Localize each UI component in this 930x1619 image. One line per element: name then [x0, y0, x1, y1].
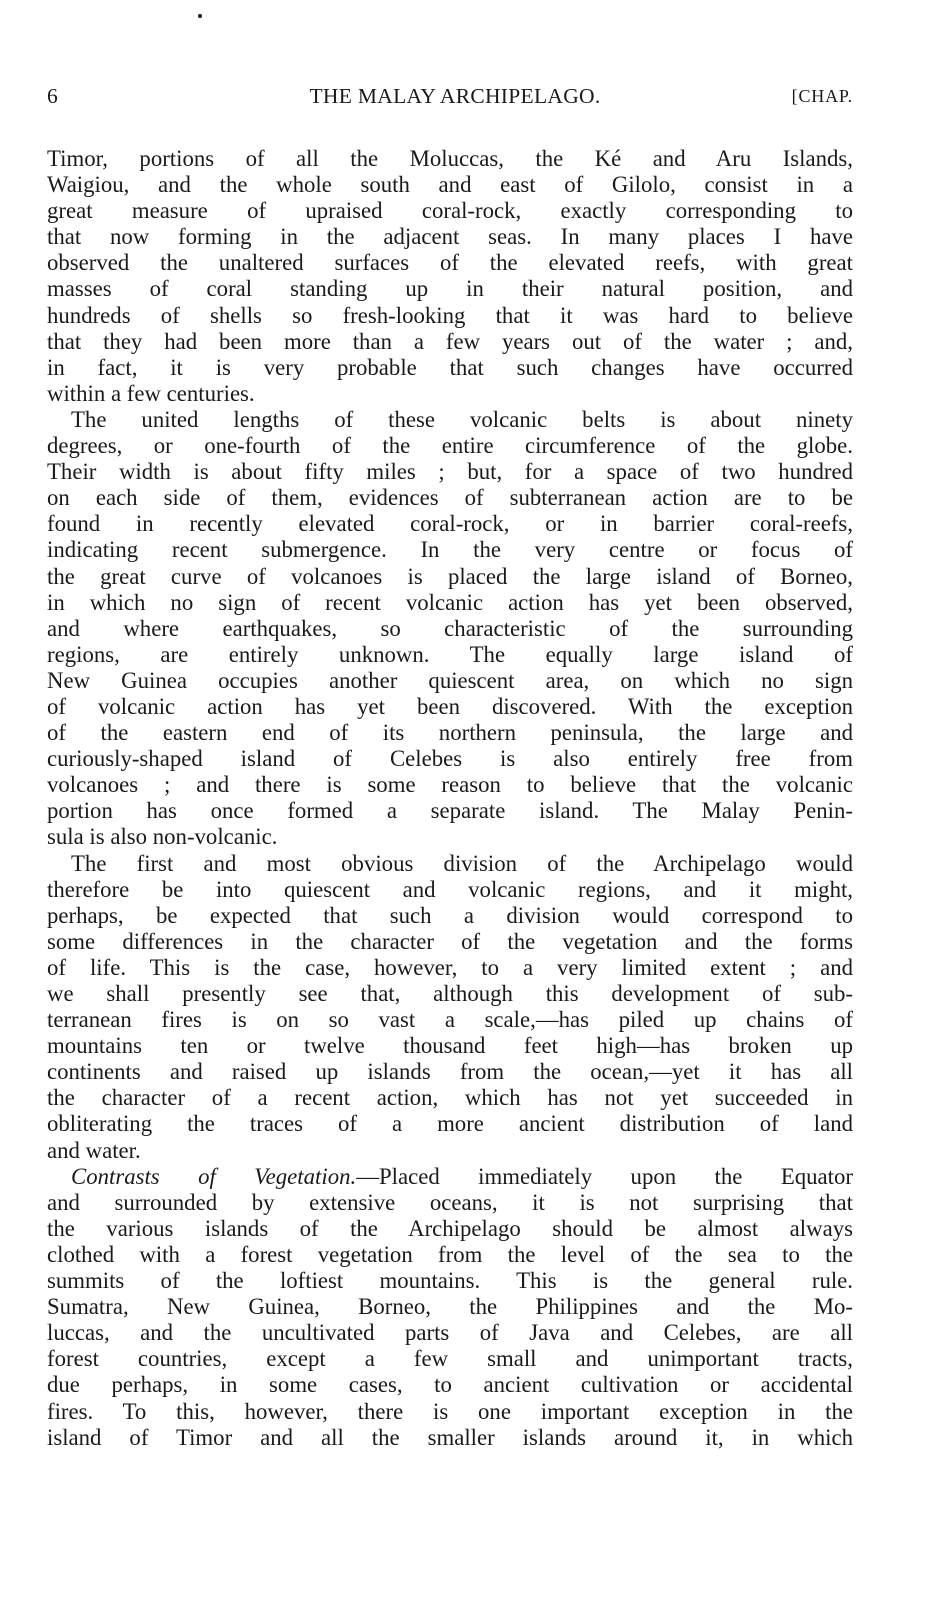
line-text: summits of the loftiest mountains. This is the general rule. — [47, 1268, 853, 1294]
text-line — [47, 329, 853, 355]
text-line — [47, 642, 853, 668]
line-text: regions, are entirely unknown. The equally large island of — [47, 641, 853, 667]
line-text: island of Timor and all the smaller islands around it, in which — [47, 1424, 853, 1450]
text-line — [47, 224, 853, 250]
line-text: found in recently elevated coral-rock, or in barrier coral-reefs, — [47, 511, 853, 537]
text-line — [47, 433, 853, 459]
line-text: —Placed immediately upon the Equator — [356, 1163, 853, 1189]
page-header — [47, 84, 853, 114]
line-text: of life. This is the case, however, to a very limited extent ; and — [47, 954, 853, 980]
line-text: perhaps, be expected that such a division would correspond to — [47, 902, 853, 928]
line-text: masses of coral standing up in their natural position, and — [47, 276, 853, 302]
body-text — [47, 146, 853, 1451]
text-line — [47, 381, 853, 407]
print-speck — [198, 14, 202, 18]
text-line — [47, 772, 853, 798]
text-line — [47, 668, 853, 694]
line-text: hundreds of shells so fresh-looking that it was hard to believe — [47, 302, 853, 328]
line-text: we shall presently see that, although this development of sub- — [47, 981, 853, 1006]
text-line — [47, 877, 853, 903]
line-text: luccas, and the uncultivated parts of Java and Celebes, are all — [47, 1320, 853, 1346]
text-line — [47, 851, 853, 877]
line-text: The first and most obvious division of the Archipelago would — [71, 850, 853, 876]
text-line — [47, 172, 853, 198]
text-line — [47, 485, 853, 511]
text-line — [47, 511, 853, 537]
text-line — [47, 1059, 853, 1085]
line-text: forest countries, except a few small and unimportant tracts, — [47, 1346, 853, 1372]
text-line — [47, 537, 853, 563]
text-line — [47, 903, 853, 929]
line-text: and where earthquakes, so characteristic of the surrounding — [47, 615, 853, 641]
line-text: Sumatra, New Guinea, Borneo, the Philippines and the Mo- — [47, 1294, 853, 1320]
text-line — [47, 1372, 853, 1398]
text-line — [47, 250, 853, 276]
text-line — [47, 590, 853, 616]
text-line — [47, 1190, 853, 1216]
line-text: some differences in the character of the vegetation and the forms — [47, 928, 853, 954]
text-line — [47, 1138, 853, 1164]
line-text: of volcanic action has yet been discovered. With the exception — [47, 693, 853, 719]
text-line — [47, 981, 853, 1007]
line-text: therefore be into quiescent and volcanic regions, and it might, — [47, 876, 853, 902]
line-text: obliterating the traces of a more ancient distribution of land — [47, 1111, 853, 1137]
text-line — [47, 694, 853, 720]
text-line — [47, 459, 853, 485]
text-line — [47, 1242, 853, 1268]
line-text: due perhaps, in some cases, to ancient cultivation or accidental — [47, 1372, 853, 1398]
line-text: in fact, it is very probable that such changes have occurred — [47, 354, 853, 380]
text-line — [47, 1216, 853, 1242]
line-text: the great curve of volcanoes is placed the large island of Borneo, — [47, 563, 853, 589]
text-line — [47, 1033, 853, 1059]
text-line — [47, 824, 853, 850]
line-text: that they had been more than a few years out of the water ; and, — [47, 328, 853, 354]
text-line — [47, 955, 853, 981]
text-line — [47, 1425, 853, 1451]
section-heading: Contrasts of Vegetation. — [71, 1163, 357, 1189]
line-text: of the eastern end of its northern peninsula, the large and — [47, 720, 853, 746]
text-line — [47, 303, 853, 329]
text-line — [47, 616, 853, 642]
text-line — [47, 929, 853, 955]
text-line — [47, 1111, 853, 1137]
text-line — [47, 1085, 853, 1111]
line-text: the various islands of the Archipelago should be almost always — [47, 1215, 853, 1241]
line-text: that now forming in the adjacent seas. In many places I have — [47, 224, 853, 250]
chapter-mark: [CHAP. — [791, 86, 853, 106]
line-text: New Guinea occupies another quiescent area, on which no sign — [47, 667, 853, 693]
line-text: Timor, portions of all the Moluccas, the Ké and Aru Islands, — [47, 146, 853, 171]
text-line — [47, 198, 853, 224]
line-text: curiously-shaped island of Celebes is also entirely free from — [47, 746, 853, 772]
line-text: on each side of them, evidences of subterranean action are to be — [47, 485, 853, 511]
line-text: indicating recent submergence. In the very centre or focus of — [47, 537, 853, 563]
text-line — [47, 1164, 853, 1190]
text-line — [47, 564, 853, 590]
line-text: mountains ten or twelve thousand feet high—has broken up — [47, 1033, 853, 1059]
text-line — [47, 355, 853, 381]
line-text: within a few centuries. — [47, 380, 255, 406]
text-line — [47, 146, 853, 172]
text-line — [47, 746, 853, 772]
line-text: volcanoes ; and there is some reason to believe that the volcanic — [47, 772, 853, 798]
page-number: 6 — [47, 84, 59, 108]
running-title: THE MALAY ARCHIPELAGO. — [309, 84, 601, 108]
text-line — [47, 407, 853, 433]
line-text: and surrounded by extensive oceans, it is not surprising that — [47, 1189, 853, 1215]
text-line — [47, 1007, 853, 1033]
line-text: Their width is about fifty miles ; but, for a space of two hundred — [47, 459, 853, 485]
text-line — [47, 798, 853, 824]
line-text: fires. To this, however, there is one important exception in the — [47, 1398, 853, 1424]
text-line — [47, 1346, 853, 1372]
line-text: Waigiou, and the whole south and east of Gilolo, consist in a — [47, 172, 853, 198]
text-line — [47, 1320, 853, 1346]
line-text: degrees, or one-fourth of the entire circumference of the globe. — [47, 433, 853, 459]
line-text: and water. — [47, 1137, 141, 1163]
text-line — [47, 276, 853, 302]
line-text: observed the unaltered surfaces of the elevated reefs, with great — [47, 250, 853, 276]
text-line — [47, 1399, 853, 1425]
text-line — [47, 1268, 853, 1294]
line-text: portion has once formed a separate island. The Malay Penin- — [47, 798, 853, 824]
line-text: sula is also non-volcanic. — [47, 824, 278, 850]
line-text: terranean fires is on so vast a scale,—has piled up chains of — [47, 1007, 853, 1033]
text-line — [47, 720, 853, 746]
line-text: in which no sign of recent volcanic action has yet been observed, — [47, 589, 853, 615]
line-text: clothed with a forest vegetation from the level of the sea to the — [47, 1241, 853, 1267]
line-text: great measure of upraised coral-rock, exactly corresponding to — [47, 198, 853, 224]
line-text: continents and raised up islands from the ocean,—yet it has all — [47, 1059, 853, 1085]
line-text: the character of a recent action, which has not yet succeeded in — [47, 1085, 853, 1111]
line-text: The united lengths of these volcanic belts is about ninety — [71, 406, 853, 432]
text-line — [47, 1294, 853, 1320]
